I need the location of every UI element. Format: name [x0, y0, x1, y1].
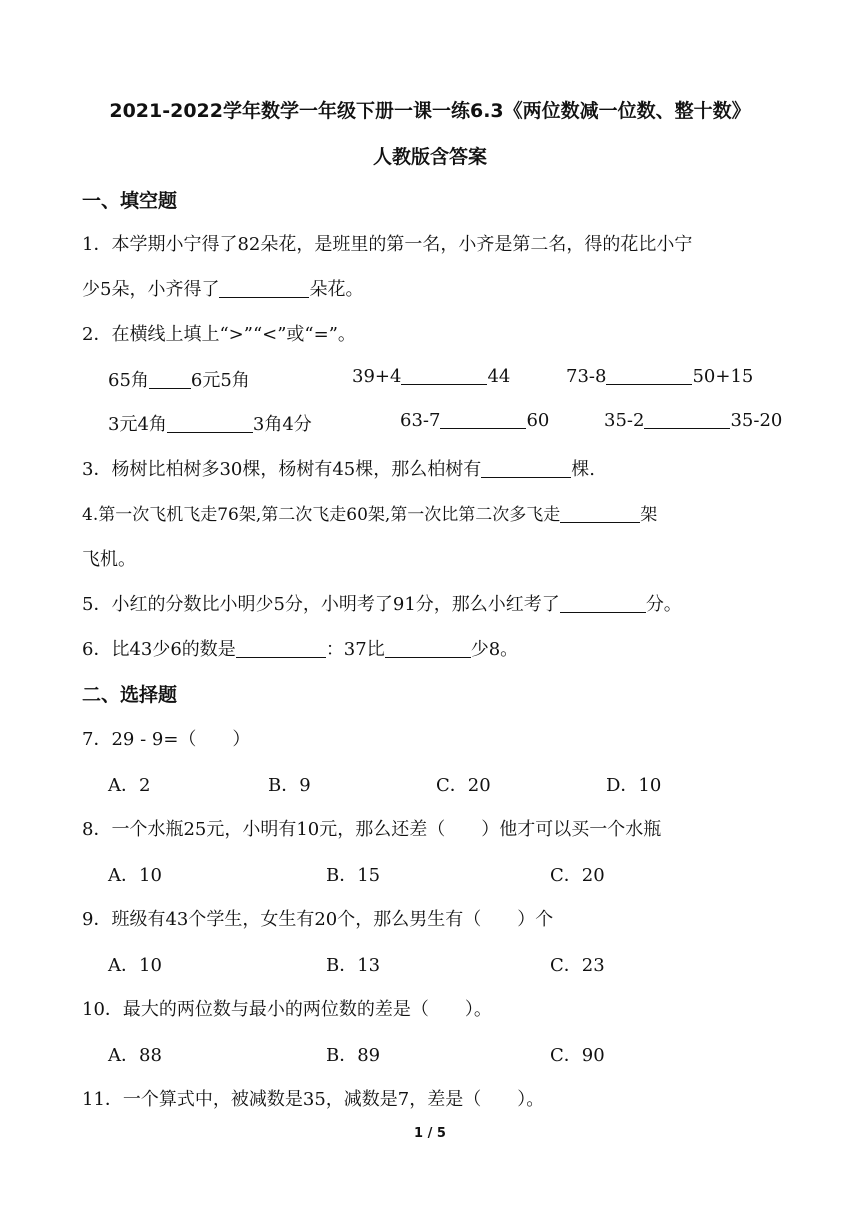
answer-blank[interactable] — [385, 639, 471, 658]
answer-blank[interactable] — [560, 594, 646, 613]
document-title-line-2: 人教版含答案 — [372, 146, 487, 168]
answer-blank[interactable] — [219, 279, 309, 298]
question-8-stem: 8．一个水瓶25元，小明有10元，那么还差（ ）他才可以买一个水瓶 — [82, 819, 662, 840]
question-11-stem: 11．一个算式中，被减数是35，减数是7，差是（ ）。 — [82, 1089, 545, 1110]
question-4-line-1: 4.第一次飞机飞走76架,第二次飞走60架,第一次比第二次多飞走 架 — [82, 505, 658, 525]
comparison-item-6: 35-2 35-20 — [604, 410, 783, 431]
option-b[interactable]: B．9 — [268, 775, 311, 796]
option-a[interactable]: A．2 — [108, 775, 151, 796]
section-heading-choice: 二、选择题 — [82, 684, 178, 706]
question-5: 5．小红的分数比小明少5分，小明考了91分，那么小红考了 分。 — [82, 594, 682, 615]
section-heading-fill-in: 一、填空题 — [82, 190, 178, 212]
page-number: 1 / 5 — [414, 1126, 446, 1141]
option-a[interactable]: A．88 — [108, 1045, 162, 1066]
answer-blank[interactable] — [440, 410, 526, 429]
question-1-line-1: 1．本学期小宁得了82朵花，是班里的第一名，小齐是第二名，得的花比小宁 — [82, 234, 693, 255]
question-2-stem: 2．在横线上填上“>”“<”或“=”。 — [82, 324, 356, 345]
answer-blank[interactable] — [236, 639, 326, 658]
question-1-line-2: 少5朵，小齐得了 朵花。 — [82, 279, 364, 300]
option-b[interactable]: B．13 — [326, 955, 381, 976]
answer-blank[interactable] — [606, 366, 692, 385]
comparison-item-5: 63-7 60 — [400, 410, 550, 431]
question-10-stem: 10．最大的两位数与最小的两位数的差是（ ）。 — [82, 999, 492, 1020]
option-c[interactable]: C．20 — [436, 775, 491, 796]
comparison-item-2: 39+4 44 — [352, 366, 511, 387]
option-c[interactable]: C．90 — [550, 1045, 605, 1066]
option-b[interactable]: B．15 — [326, 865, 381, 886]
option-c[interactable]: C．23 — [550, 955, 605, 976]
comparison-item-4: 3元4角 3角4分 — [108, 414, 312, 435]
question-4-line-2: 飞机。 — [82, 549, 136, 570]
question-3: 3．杨树比柏树多30棵，杨树有45棵，那么柏树有 棵. — [82, 459, 595, 480]
answer-blank[interactable] — [644, 410, 730, 429]
question-7-stem: 7．29 - 9=（ ） — [82, 729, 251, 750]
option-b[interactable]: B．89 — [326, 1045, 381, 1066]
answer-blank[interactable] — [481, 459, 571, 478]
comparison-item-3: 73-8 50+15 — [566, 366, 754, 387]
option-a[interactable]: A．10 — [108, 955, 162, 976]
answer-blank[interactable] — [149, 370, 191, 389]
answer-blank[interactable] — [401, 366, 487, 385]
question-9-stem: 9．班级有43个学生，女生有20个，那么男生有（ ）个 — [82, 909, 554, 930]
answer-blank[interactable] — [167, 414, 253, 433]
comparison-item-1: 65角 6元5角 — [108, 370, 250, 391]
answer-blank[interactable] — [560, 504, 640, 523]
question-6: 6．比43少6的数是 ：37比 少8。 — [82, 639, 519, 660]
option-d[interactable]: D．10 — [606, 775, 662, 796]
option-c[interactable]: C．20 — [550, 865, 605, 886]
option-a[interactable]: A．10 — [108, 865, 162, 886]
document-title-line-1: 2021-2022学年数学一年级下册一课一练6.3《两位数减一位数、整十数》 — [109, 100, 751, 122]
